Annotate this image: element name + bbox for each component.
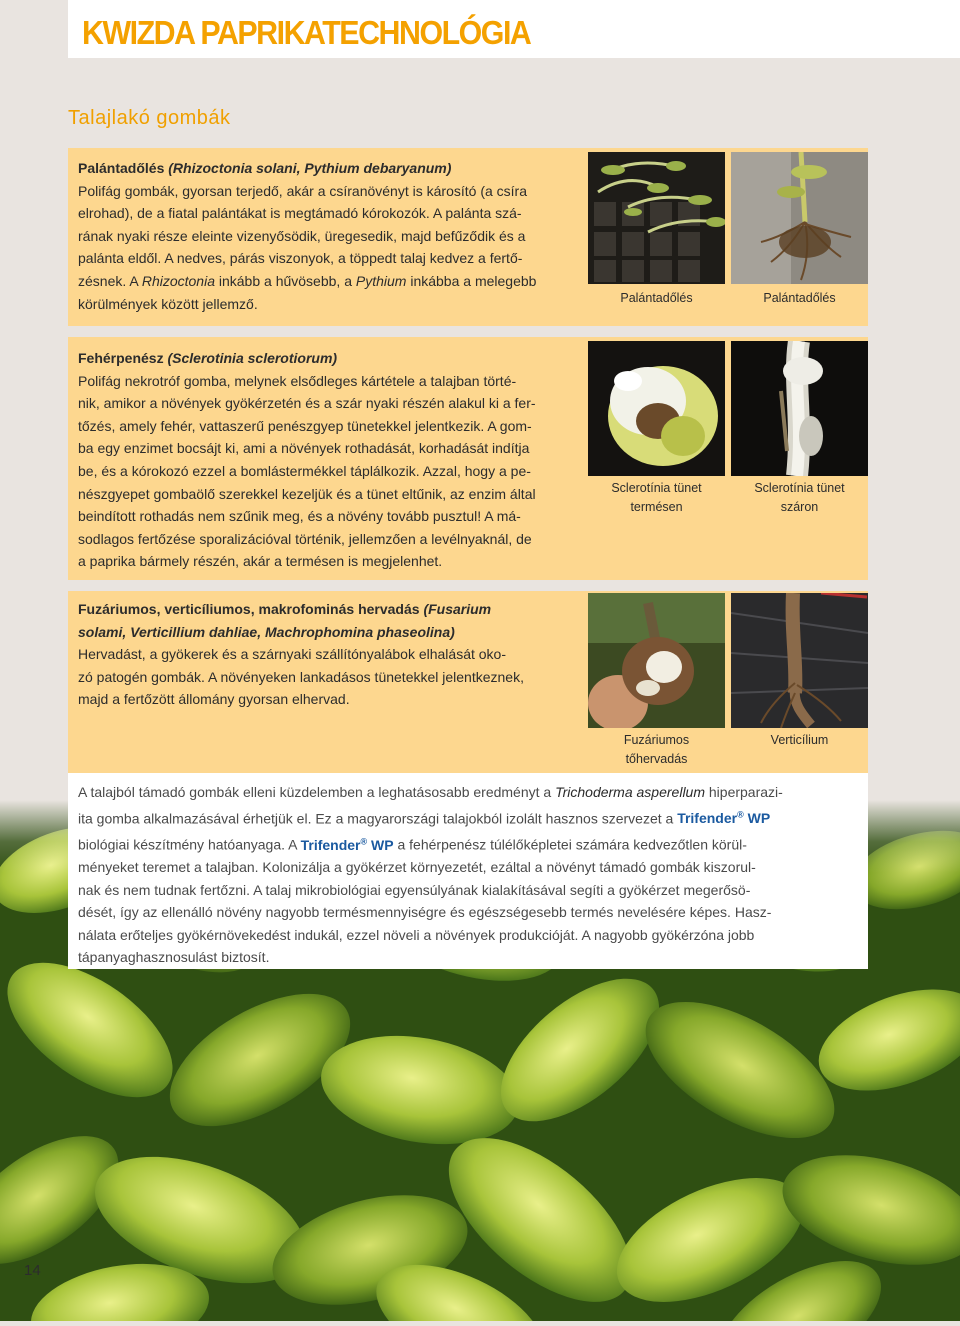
uprooted-seedling-photo bbox=[731, 152, 868, 284]
section-heading: Talajlakó gombák bbox=[68, 107, 231, 129]
rhizoctonia-text: Palántadőlés (Rhizoctonia solani, Pythium debaryanum) Polifág gombák, gyorsan terjedő, akár a csíranövényt is károsító (a csíra elrohad), de a fiatal palántákat is megtámadó kórokozók. A palánta szá- rának nyaki része eleinte vizenyősödik, üregesedik, majd befűződik és a palánta eldől. A nedves, párás viszonyok, a töppedt talaj kedvez a fertő- zésnek. A Rhizoctonia inkább a hűvösebb, a Pythium inkábba a melegebb körülmények között jellemző. bbox=[78, 157, 578, 315]
caption-fusarium-2: Verticílium bbox=[770, 733, 829, 747]
verticillium-photo bbox=[731, 593, 868, 728]
sclerotinia-text: Fehérpenész (Sclerotinia sclerotiorum) Polifág nekrotróf gomba, melynek elsődleges kártétele a talajban törté- nik, amikor a növények gyökérzetén és a szár nyaki részén alakul ki a fer- tőzés, amely fehér, vattaszerű penészgyep tünetekkel jelentkezik. A gom- ba egy enzimet bocsájt ki, ami a növények rothadását, korhadását indítja be, és a kórokozó ezzel a bomlástermékkel táplálkozik. Azzal, hogy a pe- nészgyepet gombaölő szerekkel kezeljük és a tünet eltűnik, az enzim által beindított rothadás nem szűnik meg, és a növény tovább pusztul! A má- sodlagos fertőzése sporalizációval történik, jellemzően a levélnyaknál, de a paprika bármely részén, akár a termésen is megjelenhet. bbox=[78, 347, 578, 573]
caption-sclerotinia-2: Sclerotínia tünet száron bbox=[754, 481, 845, 514]
trifender-brand-2: Trifender® WP bbox=[300, 835, 394, 853]
rhizoctonia-line6: zésnek. A Rhizoctonia inkább a hűvösebb, a Pythium inkábba a melegebb bbox=[78, 272, 537, 289]
trichoderma-line3: biológiai készítmény hatóanyaga. A Trifender® WP a fehérpenész túlélőképletei számára kedvezőtlen körül- bbox=[78, 835, 747, 853]
sclerotinia-stem-image bbox=[731, 341, 868, 476]
caption-rhizoctonia-1: Palántadőlés bbox=[620, 291, 693, 305]
fusarium-image bbox=[588, 593, 725, 728]
trichoderma-line2: ita gomba alkalmazásával érhetjük el. Ez a magyarországi talajokból izolált hasznos szervezet a Trifender® WP bbox=[78, 809, 771, 827]
sclerotinia-fruit-photo bbox=[588, 341, 725, 476]
caption-sclerotinia-1: Sclerotínia tünet termésen bbox=[611, 481, 702, 514]
caption-rhizoctonia-2: Palántadőlés bbox=[763, 291, 836, 305]
sclerotinia-fruit-image bbox=[588, 341, 725, 476]
page-title: KWIZDA PAPRIKATECHNOLÓGIA bbox=[82, 14, 531, 51]
verticillium-image bbox=[731, 593, 868, 728]
sclerotinia-title: Fehérpenész (Sclerotinia sclerotiorum) bbox=[78, 350, 338, 366]
seedling-tray-photo bbox=[588, 152, 725, 284]
fusarium-text: Fuzáriumos, verticíliumos, makrofominás hervadás (Fusarium solami, Verticillium dahliae, Machrophomina phaseolina) Hervadást, a gyökerek és a szárnyaki szállítónyalábok elhalását oko- zó patogén gombák. A növényeken lankadásos tünetekkel jelentkeznek, majd a fertőzött állomány gyorsan elhervad. bbox=[78, 598, 578, 711]
trichoderma-line1: A talajból támadó gombák elleni küzdelemben a leghatásosabb eredményt a Trichoderma asperellum hiperparazi- bbox=[78, 784, 783, 800]
seedling-tray-image bbox=[588, 152, 725, 284]
trifender-brand: Trifender® WP bbox=[677, 809, 771, 827]
fusarium-photo bbox=[588, 593, 725, 728]
page-number: 14 bbox=[24, 1262, 41, 1279]
fusarium-title: Fuzáriumos, verticíliumos, makrofominás hervadás (Fusarium bbox=[78, 601, 492, 617]
caption-fusarium-1: Fuzáriumos tőhervadás bbox=[623, 733, 690, 766]
rhizoctonia-title: Palántadőlés (Rhizoctonia solani, Pythium debaryanum) bbox=[78, 160, 452, 176]
sclerotinia-stem-photo bbox=[731, 341, 868, 476]
trichoderma-text: A talajból támadó gombák elleni küzdelemben a leghatásosabb eredményt a Trichoderma asperellum hiperparazi- ita gomba alkalmazásával érhetjük el. Ez a magyarországi talajokból izolált hasznos szervezet a Trifender® WP biológiai készítmény hatóanyaga. A Trifender® WP a fehérpenész túlélőképletei számára kedvezőtlen körül- ményeket teremet a talajban. Kolonizálja a gyökérzet környezetét, ezáltal a növényt támadó gombák kiszorul- nak és nem tudnak fertőzni. A talaj mikrobiológiai egyensúlyának kialakításával segíti a gyökérzet megerősö- dését, így az ellenálló növény nagyobb termésmennyiségre és egészségesebb termés nevelésére képes. Hasz- nálata erőteljes gyökérnövekedést indukál, ezzel növeli a növények produkcióját. A nagyobb gyökérzóna jobb tápanyaghasznosulást biztosít. bbox=[78, 781, 860, 969]
uprooted-seedling-image bbox=[731, 152, 868, 284]
